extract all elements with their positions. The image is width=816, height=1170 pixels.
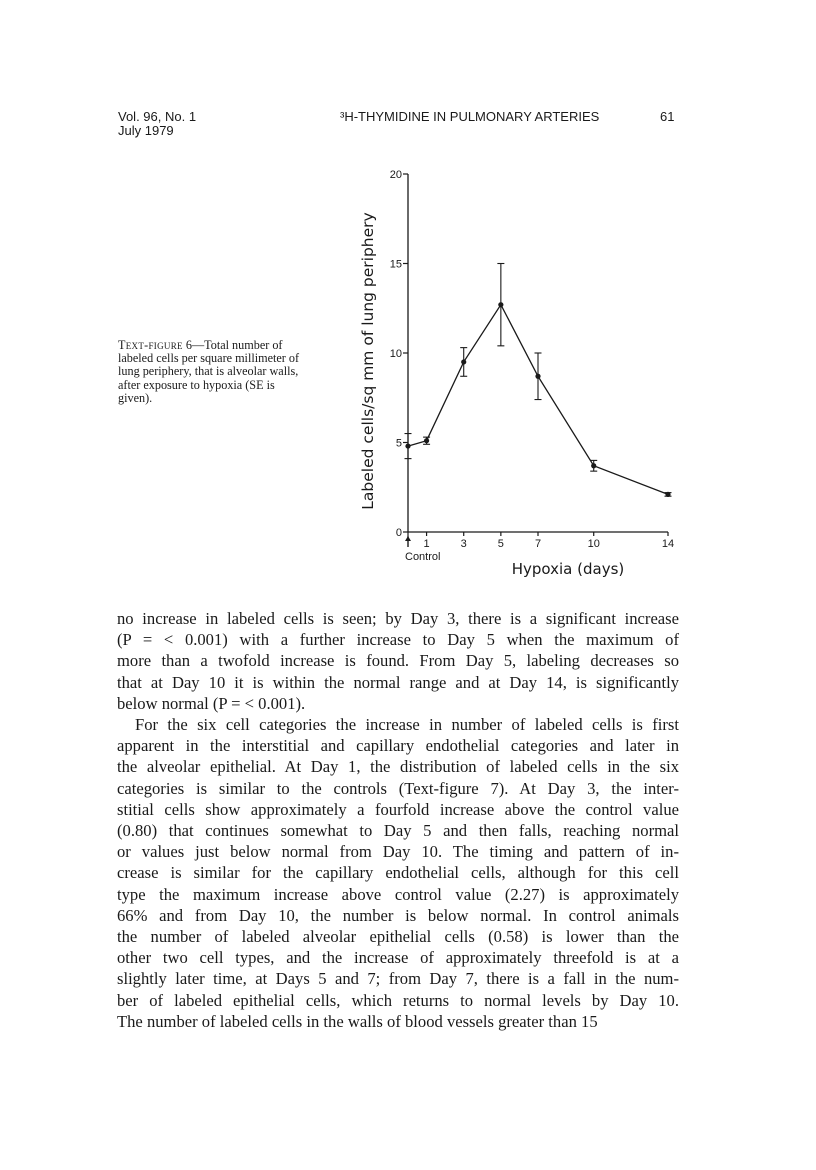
- text-line: (P = < 0.001) with a further increase to Day 5 when the maximum of: [117, 630, 679, 650]
- text-line: ber of labeled epithelial cells, which returns to normal levels by Day 10.: [117, 990, 679, 1010]
- y-tick-label: 15: [389, 258, 402, 271]
- figure-caption: [118, 339, 308, 405]
- text-line: the number of labeled alveolar epithelial cells (0.58) is lower than the: [117, 927, 679, 947]
- text-line: or values just below normal from Day 10. The timing and pattern of in-: [117, 842, 679, 862]
- chart-layer: [359, 169, 674, 578]
- text-line: crease is similar for the capillary endothelial cells, although for this cell: [117, 863, 679, 883]
- x-tick-label: 10: [587, 538, 600, 550]
- data-point: [535, 374, 540, 379]
- hypoxia-line-chart: [340, 160, 680, 590]
- text-line: type the maximum increase above control value (2.27) is approximately: [117, 884, 679, 904]
- control-arrow-head: [405, 536, 411, 541]
- text-line: The number of labeled cells in the walls of blood vessels greater than 15: [117, 1011, 598, 1031]
- text-line: stitial cells show approximately a fourfold increase above the control value: [117, 799, 679, 819]
- x-tick-label: 7: [534, 538, 542, 550]
- data-point: [665, 492, 670, 497]
- data-point: [498, 302, 503, 307]
- running-head-volume: [118, 110, 196, 138]
- text-line: (0.80) that continues somewhat to Day 5 and then falls, reaching normal: [117, 821, 679, 841]
- paragraph-2: [117, 714, 679, 1032]
- paragraph-1: [117, 608, 679, 714]
- body-text: [117, 608, 679, 1032]
- y-tick-label: 5: [395, 437, 402, 450]
- caption-text: —Total number of labeled cells per square millimeter of lung periphery, that is alveolar walls, after exposure to hypoxia (SE is given).: [118, 338, 300, 405]
- data-point: [461, 359, 466, 364]
- page-number: 61: [660, 109, 675, 124]
- caption-label: Text-figure: [118, 338, 183, 352]
- text-line: 66% and from Day 10, the number is below normal. In control animals: [117, 905, 679, 925]
- caption-number: 6: [182, 338, 192, 352]
- y-tick-label: 20: [389, 169, 402, 181]
- data-point: [591, 463, 596, 468]
- issue-date: July 1979: [118, 123, 174, 138]
- x-tick-label: 5: [497, 538, 504, 550]
- control-label: Control: [405, 551, 441, 563]
- y-tick-label: 10: [389, 348, 402, 360]
- running-head-title: ³H-THYMIDINE IN PULMONARY ARTERIES: [340, 109, 600, 124]
- y-tick-label: 0: [395, 527, 402, 539]
- text-line: other two cell types, and the increase of approximately threefold is at a: [117, 948, 679, 968]
- text-line: that at Day 10 it is within the normal range and at Day 14, is significantly: [117, 672, 679, 692]
- data-point: [424, 438, 429, 443]
- y-axis-label: Labeled cells/sq mm of lung periphery: [359, 212, 377, 510]
- text-line: more than a twofold increase is found. From Day 5, labeling decreases so: [117, 651, 679, 671]
- x-axis-label: Hypoxia (days): [511, 560, 625, 578]
- x-tick-label: 14: [661, 538, 675, 550]
- text-line: no increase in labeled cells is seen; by Day 3, there is a significant increase: [117, 609, 679, 628]
- x-tick-label: 1: [423, 538, 430, 550]
- text-line: apparent in the interstitial and capillary endothelial categories and later in: [117, 736, 679, 756]
- x-tick-label: 3: [460, 538, 467, 550]
- data-point: [405, 443, 410, 448]
- volume-number: Vol. 96, No. 1: [118, 109, 197, 124]
- text-line: slightly later time, at Days 5 and 7; from Day 7, there is a fall in the num-: [117, 969, 679, 989]
- text-line: For the six cell categories the increase in number of labeled cells is first: [135, 715, 679, 735]
- text-line: below normal (P = < 0.001).: [117, 693, 306, 713]
- text-line: categories is similar to the controls (Text-figure 7). At Day 3, the inter-: [117, 778, 679, 798]
- text-line: the alveolar epithelial. At Day 1, the distribution of labeled cells in the six: [117, 757, 679, 777]
